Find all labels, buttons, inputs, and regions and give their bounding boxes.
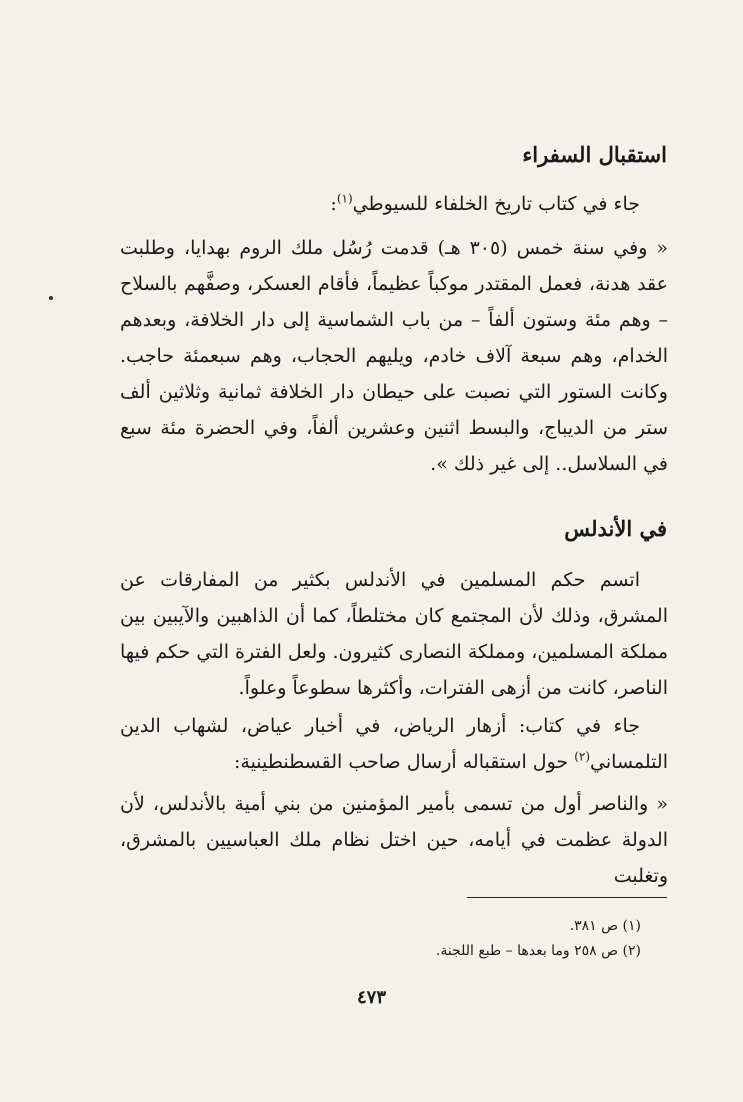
footnotes	[241, 914, 641, 964]
andalus-quote-block	[120, 786, 668, 894]
andalus-quote: « والناصر أول من تسمى بأمير المؤمنين من بني أمية بالأندلس، لأن الدولة عظمت في أيامه، حين اختل نظام ملك العباسيين بالمشرق، وتغلبت	[120, 793, 668, 887]
intro-text: جاء في كتاب تاريخ الخلفاء للسيوطي	[352, 193, 640, 215]
source-text: جاء في كتاب: أزهار الرياض، في أخبار عياض، لشهاب الدين التلمساني	[120, 715, 668, 773]
andalus-source-paragraph	[120, 708, 668, 780]
section-heading-ambassadors: استقبال السفراء	[522, 142, 667, 167]
andalus-source-block	[120, 708, 668, 780]
footnote-2: (٢) ص ٢٥٨ وما بعدها – طبع اللجنة.	[435, 943, 641, 959]
section-heading-andalus: في الأندلس	[564, 516, 667, 541]
ambassadors-quote-block	[120, 230, 668, 482]
footnote-1: (١) ص ٣٨١.	[569, 918, 641, 934]
page-number: ٤٧٣	[356, 987, 386, 1008]
footnote-ref-2: (٢)	[574, 749, 591, 764]
intro-colon: :	[330, 193, 337, 215]
footnote-divider	[467, 897, 667, 898]
andalus-paragraph: اتسم حكم المسلمين في الأندلس بكثير من المفارقات عن المشرق، وذلك لأن المجتمع كان مختلطاً، كما أن الذاهبين والآيبين بين مملكة المسلمين، ومملكة النصارى كثيرون. ولعل الفترة التي حكم فيها الناصر، كانت من أزهى الفترات، وأكثرها سطوعاً وعلواً.	[120, 569, 668, 699]
source-tail: حول استقباله أرسال صاحب القسطنطينية:	[233, 751, 569, 773]
footnote-ref-1: (١)	[336, 191, 353, 206]
ambassadors-intro	[120, 186, 668, 222]
ink-speck	[49, 296, 53, 300]
ambassadors-quote: « وفي سنة خمس (٣٠٥ هـ) قدمت رُسُل ملك الروم بهدايا، وطلبت عقد هدنة، فعمل المقتدر موكباً عظيماً، فأقام العسكر، وصفَّهم بالسلاح – وهم مئة وستون ألفاً – من باب الشماسية إلى دار الخلافة، وبعدهم الخدام، وهم سبعة آلاف خادم، ويليهم الحجاب، وهم سبعمئة حاجب. وكانت الستور التي نصبت على حيطان دار الخلافة ثمانية وثلاثين ألف ستر من الديباج، والبسط اثنين وعشرين ألفاً، وفي الحضرة مئة سبع في السلاسل.. إلى غير ذلك ».	[120, 237, 668, 475]
andalus-paragraph-block	[120, 562, 668, 706]
intro-paragraph	[120, 186, 668, 222]
